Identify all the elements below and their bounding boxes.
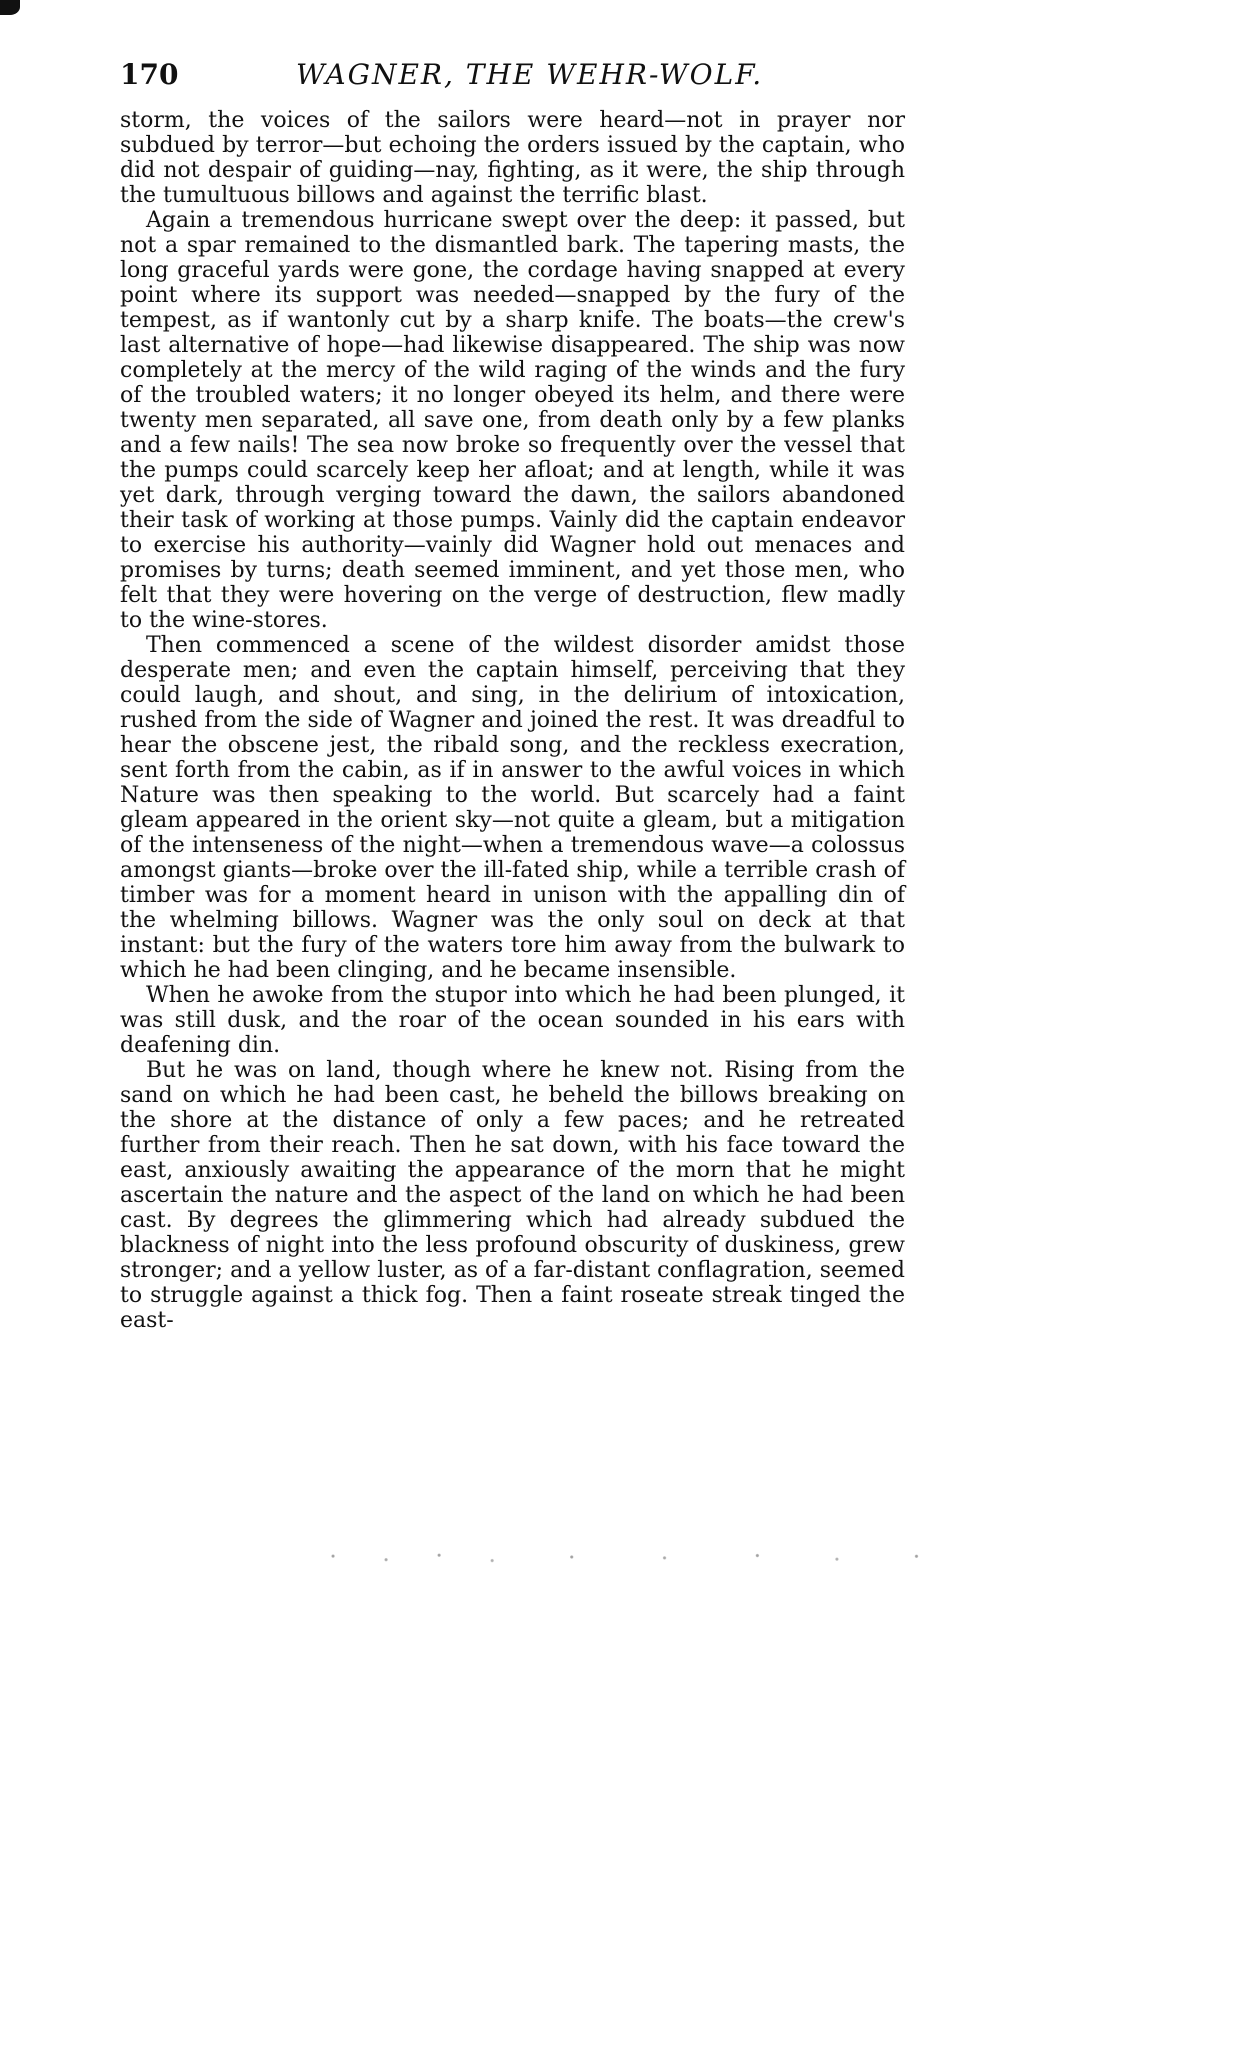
paragraph-awakening: When he awoke from the stupor into which he had been plunged, it was still dusk, and the roar of the ocean sounded in his ears with deafening din.: [120, 983, 905, 1058]
scan-corner-mark: [0, 0, 20, 15]
paragraph-storm-continuation: storm, the voices of the sailors were heard—not in prayer nor subdued by terror—but echoing the orders issued by the captain, who did not despair of guiding—nay, fighting, as it were, the ship through the tumultuous billows and against the terrific blast.: [120, 108, 905, 208]
page-number: 170: [120, 58, 179, 91]
page-header: [120, 58, 905, 92]
paragraph-disorder: Then commenced a scene of the wildest disorder amidst those desperate men; and even the captain himself, perceiving that they could laugh, and shout, and sing, in the delirium of intoxication, rushed from the side of Wagner and joined the rest. It was dreadful to hear the obscene jest, the ribald song, and the reckless execration, sent forth from the cabin, as if in answer to the awful voices in which Nature was then speaking to the world. But scarcely had a faint gleam appeared in the orient sky—not quite a gleam, but a mitigation of the intenseness of the night—when a tremendous wave—a colossus amongst giants—broke over the ill-fated ship, while a terrible crash of timber was for a moment heard in unison with the appalling din of the whelming billows. Wagner was the only soul on deck at that instant: but the fury of the waters tore him away from the bulwark to which he had been clinging, and he became insensible.: [120, 633, 905, 983]
scan-bottom-noise: [280, 1548, 943, 1566]
paragraph-hurricane: Again a tremendous hurricane swept over the deep: it passed, but not a spar remained to the dismantled bark. The tapering masts, the long graceful yards were gone, the cordage having snapped at every point where its support was needed—snapped by the fury of the tempest, as if wantonly cut by a sharp knife. The boats—the crew's last alternative of hope—had likewise disappeared. The ship was now completely at the mercy of the wild raging of the winds and the fury of the troubled waters; it no longer obeyed its helm, and there were twenty men separated, all save one, from death only by a few planks and a few nails! The sea now broke so frequently over the vessel that the pumps could scarcely keep her afloat; and at length, while it was yet dark, through verging toward the dawn, the sailors abandoned their task of working at those pumps. Vainly did the captain endeavor to exercise his authority—vainly did Wagner hold out menaces and promises by turns; death seemed imminent, and yet those men, who felt that they were hovering on the verge of destruction, flew madly to the wine-stores.: [120, 208, 905, 633]
paragraph-on-land: But he was on land, though where he knew not. Rising from the sand on which he had been cast, he beheld the billows breaking on the shore at the distance of only a few paces; and he retreated further from their reach. Then he sat down, with his face toward the east, anxiously awaiting the appearance of the morn that he might ascertain the nature and the aspect of the land on which he had been cast. By degrees the glimmering which had already subdued the blackness of night into the less profound obscurity of duskiness, grew stronger; and a yellow luster, as of a far-distant conflagration, seemed to struggle against a thick fog. Then a faint roseate streak tinged the east-: [120, 1058, 905, 1333]
book-text: [120, 108, 905, 1333]
running-title: WAGNER, THE WEHR-WOLF.: [296, 58, 764, 91]
